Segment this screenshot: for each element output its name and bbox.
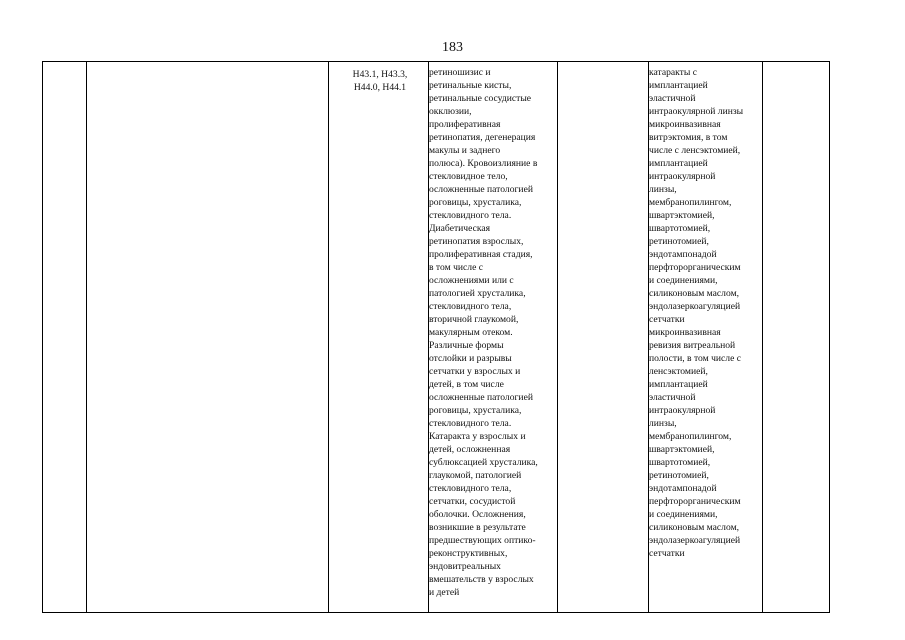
patient-model-line: эндовитреальных: [429, 561, 501, 572]
treatment-method-line: витрэктомия, в том: [649, 132, 728, 143]
treatment-method-line: числе с ленсэктомией,: [649, 145, 741, 156]
column-divider: [557, 62, 558, 612]
patient-model-line: сетчатки у взрослых и: [429, 366, 521, 377]
patient-model-line: отслойки и разрывы: [429, 353, 512, 364]
treatment-method-line: микроинвазивная: [649, 119, 721, 130]
treatment-method-line: имплантацией: [649, 379, 708, 390]
treatment-method-line: ревизия витреальной: [649, 340, 736, 351]
patient-model-line: реконструктивных,: [429, 548, 508, 559]
column-divider: [328, 62, 329, 612]
patient-model-line: детей, осложненная: [429, 444, 511, 455]
treatment-method-line: швартэктомией,: [649, 444, 715, 455]
column-divider: [86, 62, 87, 612]
patient-model-line: Катаракта у взрослых и: [429, 431, 526, 442]
treatment-method-line: ретинотомией,: [649, 236, 709, 247]
treatment-method-line: интраокулярной: [649, 171, 716, 182]
patient-model-line: сетчатки, сосудистой: [429, 496, 516, 507]
patient-model-line: ретиношизис и: [429, 67, 491, 78]
patient-model-line: роговицы, хрусталика,: [429, 197, 522, 208]
patient-model-line: оболочки. Осложнения,: [429, 509, 526, 520]
diagnosis-code-line: H44.0, H44.1: [353, 82, 407, 93]
patient-model-line: полюса). Кровоизлияние в: [429, 158, 538, 169]
treatment-method-line: сетчатки: [649, 314, 685, 325]
patient-model-line: пролиферативная: [429, 119, 501, 130]
procedure-table: [42, 61, 830, 613]
diagnosis-codes-cell: [332, 68, 428, 94]
patient-model-line: и детей: [429, 587, 460, 598]
treatment-method-line: имплантацией: [649, 80, 708, 91]
treatment-method-line: линзы,: [649, 184, 677, 195]
treatment-method-line: силиконовым маслом,: [649, 288, 740, 299]
patient-model-line: предшествующих оптико-: [429, 535, 536, 546]
treatment-method-line: ретинотомией,: [649, 470, 709, 481]
treatment-method-line: и соединениями,: [649, 509, 718, 520]
patient-model-line: роговицы, хрусталика,: [429, 405, 522, 416]
treatment-method-line: эластичной: [649, 93, 696, 104]
treatment-method-line: линзы,: [649, 418, 677, 429]
treatment-method-line: интраокулярной: [649, 405, 716, 416]
patient-model-line: глаукомой, патологией: [429, 470, 522, 481]
treatment-method-line: ленсэктомией,: [649, 366, 708, 377]
patient-model-line: ретинопатия, дегенерация: [429, 132, 536, 143]
treatment-method-line: катаракты с: [649, 67, 697, 78]
patient-model-line: осложнениями или с: [429, 275, 514, 286]
patient-model-line: ретинальные кисты,: [429, 80, 512, 91]
patient-model-line: стекловидное тело,: [429, 171, 508, 182]
treatment-method-line: мембранопилингом,: [649, 431, 732, 442]
patient-model-line: пролиферативная стадия,: [429, 249, 533, 260]
diagnosis-code-line: H43.1, H43.3,: [352, 69, 408, 80]
treatment-method-line: перфторорганическим: [649, 262, 741, 273]
treatment-method-line: сетчатки: [649, 548, 685, 559]
treatment-method-line: швартотомией,: [649, 457, 711, 468]
patient-model-line: осложненные патологией: [429, 184, 533, 195]
patient-model-line: стекловидного тела,: [429, 483, 512, 494]
treatment-method-line: мембранопилингом,: [649, 197, 732, 208]
patient-model-line: окклюзии,: [429, 106, 472, 117]
patient-model-line: возникшие в результате: [429, 522, 526, 533]
treatment-method-line: интраокулярной линзы: [649, 106, 744, 117]
treatment-method-line: эластичной: [649, 392, 696, 403]
treatment-method-line: силиконовым маслом,: [649, 522, 740, 533]
patient-model-line: осложненные патологией: [429, 392, 533, 403]
patient-model-line: стекловидного тела.: [429, 418, 512, 429]
treatment-method-line: эндотампонадой: [649, 249, 717, 260]
treatment-method-line: швартотомией,: [649, 223, 711, 234]
treatment-method-line: и соединениями,: [649, 275, 718, 286]
patient-model-line: вмешательств у взрослых: [429, 574, 534, 585]
patient-model-line: патологией хрусталика,: [429, 288, 526, 299]
patient-model-line: Диабетическая: [429, 223, 491, 234]
patient-model-line: ретинопатия взрослых,: [429, 236, 524, 247]
patient-model-line: ретинальные сосудистые: [429, 93, 532, 104]
patient-model-line: макулы и заднего: [429, 145, 501, 156]
patient-model-line: сублюксацией хрусталика,: [429, 457, 538, 468]
treatment-method-line: эндолазеркоагуляцией: [649, 301, 741, 312]
treatment-method-line: микроинвазивная: [649, 327, 721, 338]
treatment-method-line: имплантацией: [649, 158, 708, 169]
treatment-method-line: полости, в том числе с: [649, 353, 742, 364]
patient-model-line: макулярным отеком.: [429, 327, 513, 338]
treatment-method-cell: [649, 66, 764, 560]
patient-model-line: детей, в том числе: [429, 379, 504, 390]
patient-model-line: стекловидного тела,: [429, 301, 512, 312]
patient-model-line: стекловидного тела.: [429, 210, 512, 221]
patient-model-cell: [429, 66, 557, 599]
page-number: 183: [442, 40, 463, 55]
treatment-method-line: эндолазеркоагуляцией: [649, 535, 741, 546]
treatment-method-line: перфторорганическим: [649, 496, 741, 507]
patient-model-line: вторичной глаукомой,: [429, 314, 519, 325]
treatment-method-line: эндотампонадой: [649, 483, 717, 494]
patient-model-line: в том числе с: [429, 262, 483, 273]
patient-model-line: Различные формы: [429, 340, 504, 351]
treatment-method-line: швартэктомией,: [649, 210, 715, 221]
